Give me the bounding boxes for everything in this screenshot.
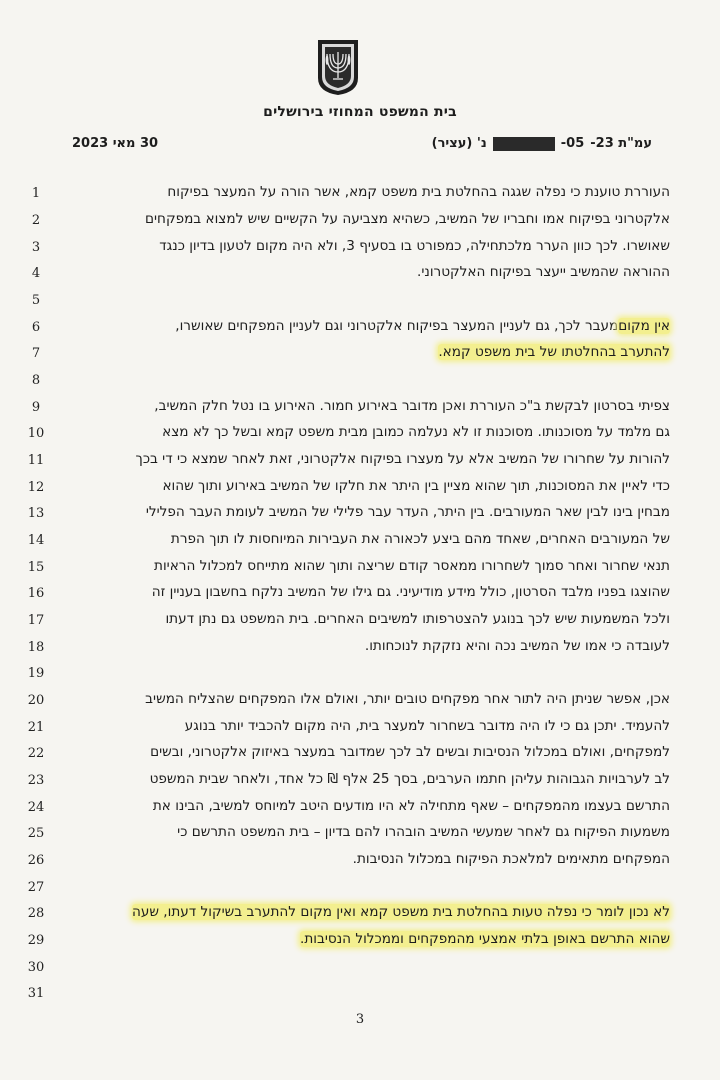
text-line: העוררת טוענת כי נפלה שגגה בהחלטת בית משפט קמא, אשר הורה על המעצר בפיקוח	[167, 184, 670, 200]
text-line	[300, 929, 670, 949]
text-segment: מעבר לכך, גם לעניין המעצר בפיקוח אלקטרוני וגם לעניין המפקחים שאושרו,	[175, 318, 619, 334]
text-line: התרשם בעצמו מהמפקחים – שאף מתחילה לא היו מודעים היטב למיוחס למשיב, הבינו את	[152, 798, 670, 814]
text-line: לב לערבויות הגבוהות עליהן חתמו הערבים, בסך 25 אלף ₪ כל אחד, ולאחר שבית המשפט	[149, 771, 670, 787]
text-line: צפיתי בסרטון לבקשת ב"כ העוררת ואכן מדובר באירוע חמור. האירוע בו נטל חלק המשיב,	[154, 398, 670, 414]
line-number: 26	[27, 853, 45, 868]
text-line	[175, 316, 670, 336]
line-number: 3	[31, 240, 41, 255]
line-number: 5	[31, 293, 41, 308]
highlighted-text: שהוא התרשם באופן בלתי אמצעי מהמפקחים וממכלול הנסיבות.	[300, 931, 670, 947]
text-line: להעמיד. יתכן גם כי לו היה מדובר בשחרור למעצר בית, היה מקום להכביד יותר בנוגע	[184, 718, 670, 734]
line-number: 28	[27, 906, 45, 921]
document-date: 30 מאי 2023	[72, 136, 159, 151]
text-line: כדי לאיין את המסוכנות, תוך שהוא מציין בין היתר את חלקו של המשיב באירוע ותוך שהוא	[162, 478, 670, 494]
line-number: 25	[27, 826, 45, 841]
page-number: 3	[355, 1012, 365, 1027]
line-number: 18	[27, 640, 45, 655]
redaction-block	[493, 137, 555, 151]
text-line: אלקטרוני בפיקוח אמו וחבריו של המשיב, כשהיא מצביעה על הקשיים שיש למצוא במפקחים	[145, 211, 670, 227]
line-number: 16	[27, 586, 45, 601]
text-line: משמעות הפיקוח גם לאחר שמעשי המשיב הובהרו להם בדיון – בית המשפט התרשם כי	[177, 824, 670, 840]
line-number: 27	[27, 880, 45, 895]
text-line: להורות על שחרורו של המשיב אלא על מעצרו בפיקוח אלקטרוני, זאת לאחר שמצא כי די בכך	[135, 451, 670, 467]
case-parties: נ' (עציר)	[431, 136, 487, 151]
case-number	[432, 136, 652, 151]
state-emblem-icon	[316, 38, 360, 96]
line-number: 20	[27, 693, 45, 708]
highlighted-text: אין מקום	[618, 318, 670, 334]
line-number: 31	[27, 986, 45, 1001]
line-number: 23	[27, 773, 45, 788]
highlighted-text: להתערב בהחלטתו של בית משפט קמא.	[438, 344, 670, 360]
text-line: למפקחים, ואולם במכלול הנסיבות ובשים לב לכך שמדובר במעצר באיזוק אלקטרוני, ובשים	[150, 744, 670, 760]
line-number: 2	[31, 213, 41, 228]
line-number: 6	[31, 320, 41, 335]
line-number: 14	[27, 533, 45, 548]
line-number: 29	[27, 933, 45, 948]
text-line: של המעורבים האחרים, שאחד מהם ביצע לכאורה את העבירות המיוחסות לו תוך הפרת	[170, 531, 670, 547]
text-line: לעובדה כי אמו של המשיב נכה והיא נזקקת לנוכחותו.	[364, 638, 670, 654]
text-line: שהוצגו בפניו מלבד הסרטון, כולל מידע מודיעיני. גם גילו של המשיב נלקח בחשבון בעניין זה	[151, 584, 670, 600]
line-number: 24	[27, 800, 45, 815]
case-suffix: 05-	[560, 136, 585, 151]
text-line: גם מלמד על מסוכנותו. מסוכנות זו לא נעלמה כמובן מבית משפט קמא ובשל כך לא מצא	[162, 424, 670, 440]
line-number: 12	[27, 480, 45, 495]
text-line: אכן, אפשר שניתן היה לתור אחר מפקחים טובים יותר, ואולם אלו המפקחים שהצליח המשיב	[145, 691, 670, 707]
text-line	[132, 902, 670, 922]
line-number: 19	[27, 666, 45, 681]
text-line: שאושרו. לכך כוון הערר מלכתחילה, כמפורט בו בסעיף 3, ולא היה מקום לטעון בדיון כנגד	[159, 238, 670, 254]
court-name: בית המשפט המחוזי בירושלים	[263, 104, 457, 120]
text-line	[438, 342, 670, 362]
line-number: 13	[27, 506, 45, 521]
line-number: 15	[27, 560, 45, 575]
text-line: מבחין בינו לבין שאר המעורבים. בין היתר, העדר עבר פלילי של המשיב לעומת העבר הפלילי	[145, 504, 670, 520]
text-line: ולכל המשמעות שיש לכך בנוגע להצטרפותו למשיבים האחרים. בית המשפט גם נתן דעתו	[165, 611, 670, 627]
line-number: 10	[27, 426, 45, 441]
line-number: 9	[31, 400, 41, 415]
line-number: 22	[27, 746, 45, 761]
line-number: 17	[27, 613, 45, 628]
text-line: תנאי שחרור ואחר סמוך לשחרורו ממאסר קודם שריצה ותוך שהוא מתייחס למכלול הראיות	[154, 558, 670, 574]
highlighted-text: לא נכון לומר כי נפלה טעות בהחלטת בית משפט קמא ואין מקום להתערב בשיקול דעתו, שעה	[131, 904, 670, 920]
text-line: ההוראה שהמשיב ייעצר בפיקוח האלקטרוני.	[417, 264, 670, 280]
text-line: המפקחים מתאימים למלאכת הפיקוח במכלול הנסיבות.	[352, 851, 670, 867]
line-number: 30	[27, 960, 45, 975]
line-number: 7	[31, 346, 41, 361]
line-number: 8	[31, 373, 41, 388]
line-number: 11	[27, 453, 45, 468]
case-prefix: עמ"ת 23-	[590, 136, 652, 151]
line-number: 1	[31, 186, 41, 201]
line-number: 21	[27, 720, 45, 735]
line-number: 4	[31, 266, 41, 281]
